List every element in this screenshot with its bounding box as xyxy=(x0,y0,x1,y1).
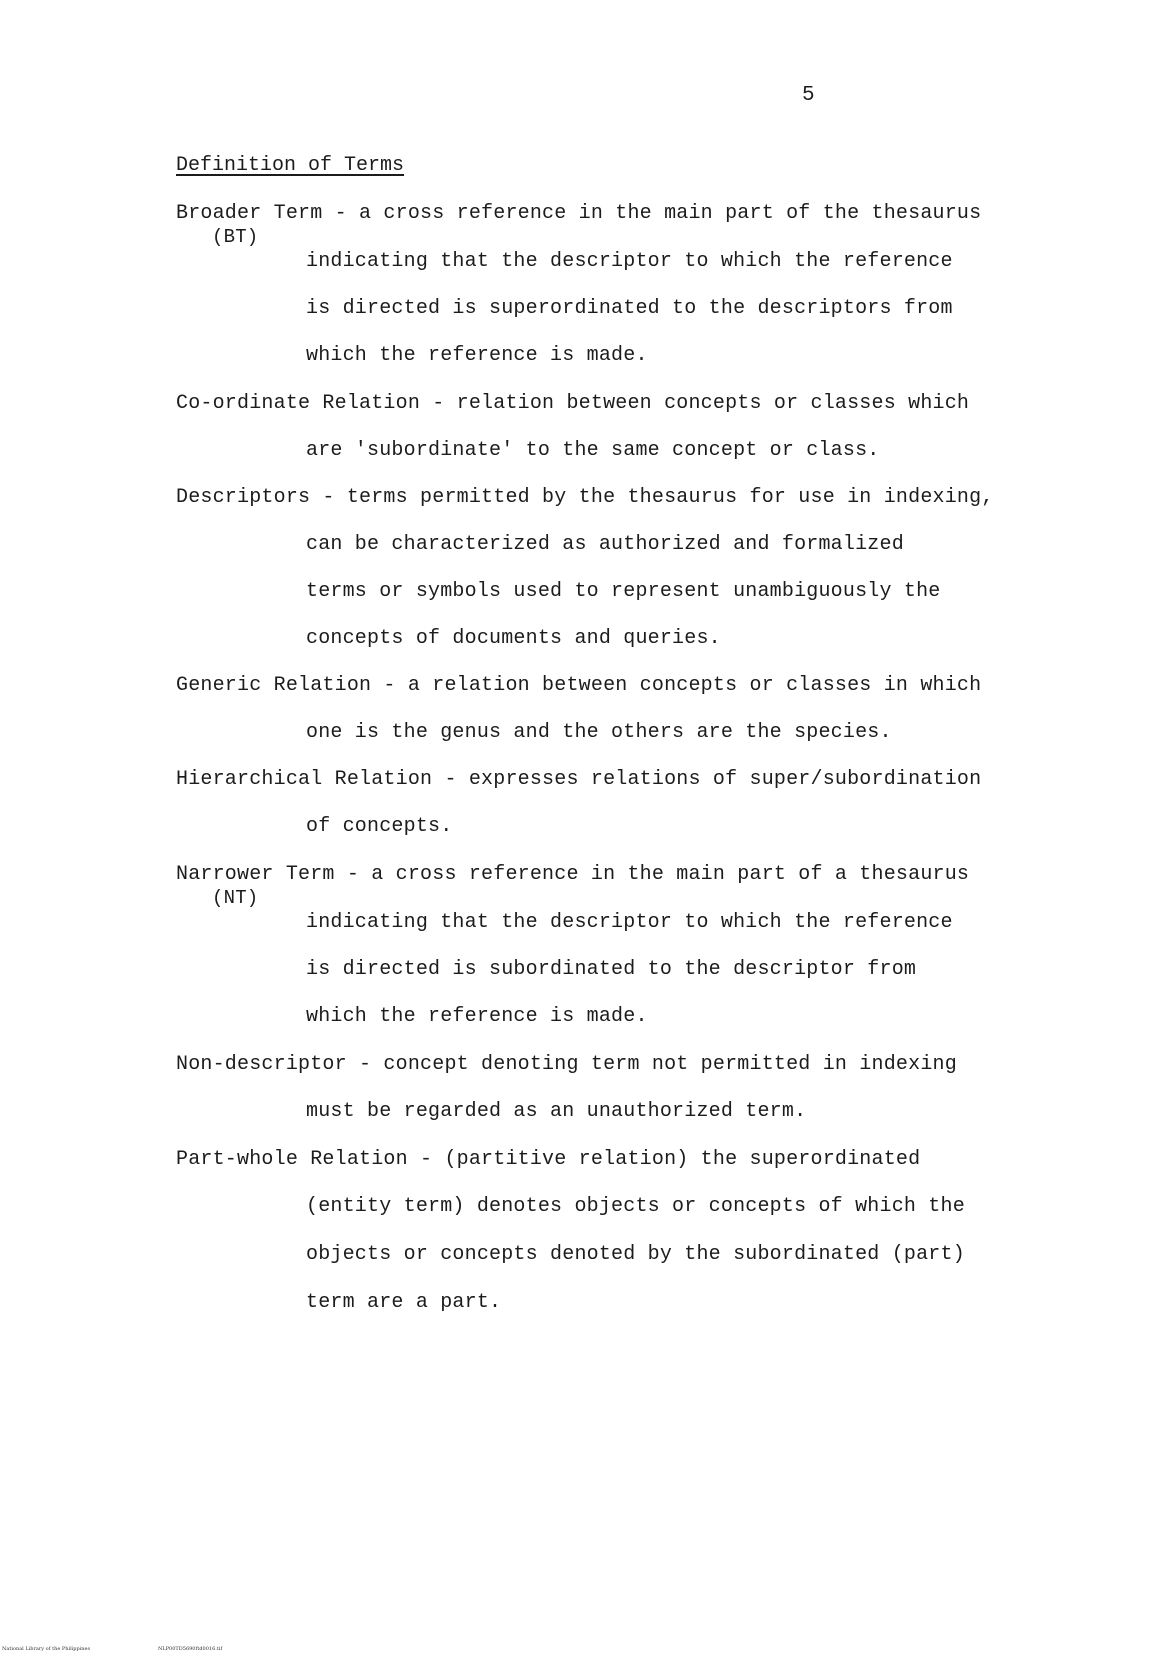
term-line: Broader Term - a cross reference in the main part of the thesaurus xyxy=(176,202,982,225)
definition-line: concepts of documents and queries. xyxy=(306,627,721,650)
definition-line: of concepts. xyxy=(306,815,453,838)
term-line: Hierarchical Relation - expresses relations of super/subordination xyxy=(176,768,982,791)
term-abbreviation: (NT) xyxy=(212,887,259,909)
definition-line: (entity term) denotes objects or concepts of which the xyxy=(306,1195,965,1218)
definition-line: term are a part. xyxy=(306,1291,502,1314)
term-line: Narrower Term - a cross reference in the main part of a thesaurus xyxy=(176,863,970,886)
definition-line: which the reference is made. xyxy=(306,1005,648,1028)
term-line: Part-whole Relation - (partitive relation) the superordinated xyxy=(176,1148,921,1171)
definition-line: indicating that the descriptor to which the reference xyxy=(306,250,953,273)
definition-line: terms or symbols used to represent unambiguously the xyxy=(306,580,941,603)
definition-line: is directed is superordinated to the descriptors from xyxy=(306,297,953,320)
term-line: Descriptors - terms permitted by the thesaurus for use in indexing, xyxy=(176,486,994,509)
term-abbreviation: (BT) xyxy=(212,226,259,248)
term-line: Generic Relation - a relation between concepts or classes in which xyxy=(176,674,982,697)
page-number: 5 xyxy=(802,84,815,107)
definition-line: is directed is subordinated to the descriptor from xyxy=(306,958,917,981)
definition-line: one is the genus and the others are the species. xyxy=(306,721,892,744)
footer-filename: NLP00TD5690ftd0016.tif xyxy=(158,1646,223,1652)
definition-line: indicating that the descriptor to which the reference xyxy=(306,911,953,934)
term-line: Non-descriptor - concept denoting term not permitted in indexing xyxy=(176,1053,957,1076)
footer-source: National Library of the Philippines xyxy=(2,1646,91,1652)
definition-line: objects or concepts denoted by the subordinated (part) xyxy=(306,1243,965,1266)
section-heading: Definition of Terms xyxy=(176,154,405,177)
definition-line: are 'subordinate' to the same concept or class. xyxy=(306,439,880,462)
definition-line: can be characterized as authorized and formalized xyxy=(306,533,904,556)
definition-line: which the reference is made. xyxy=(306,344,648,367)
term-line: Co-ordinate Relation - relation between concepts or classes which xyxy=(176,392,970,415)
definition-line: must be regarded as an unauthorized term. xyxy=(306,1100,807,1123)
